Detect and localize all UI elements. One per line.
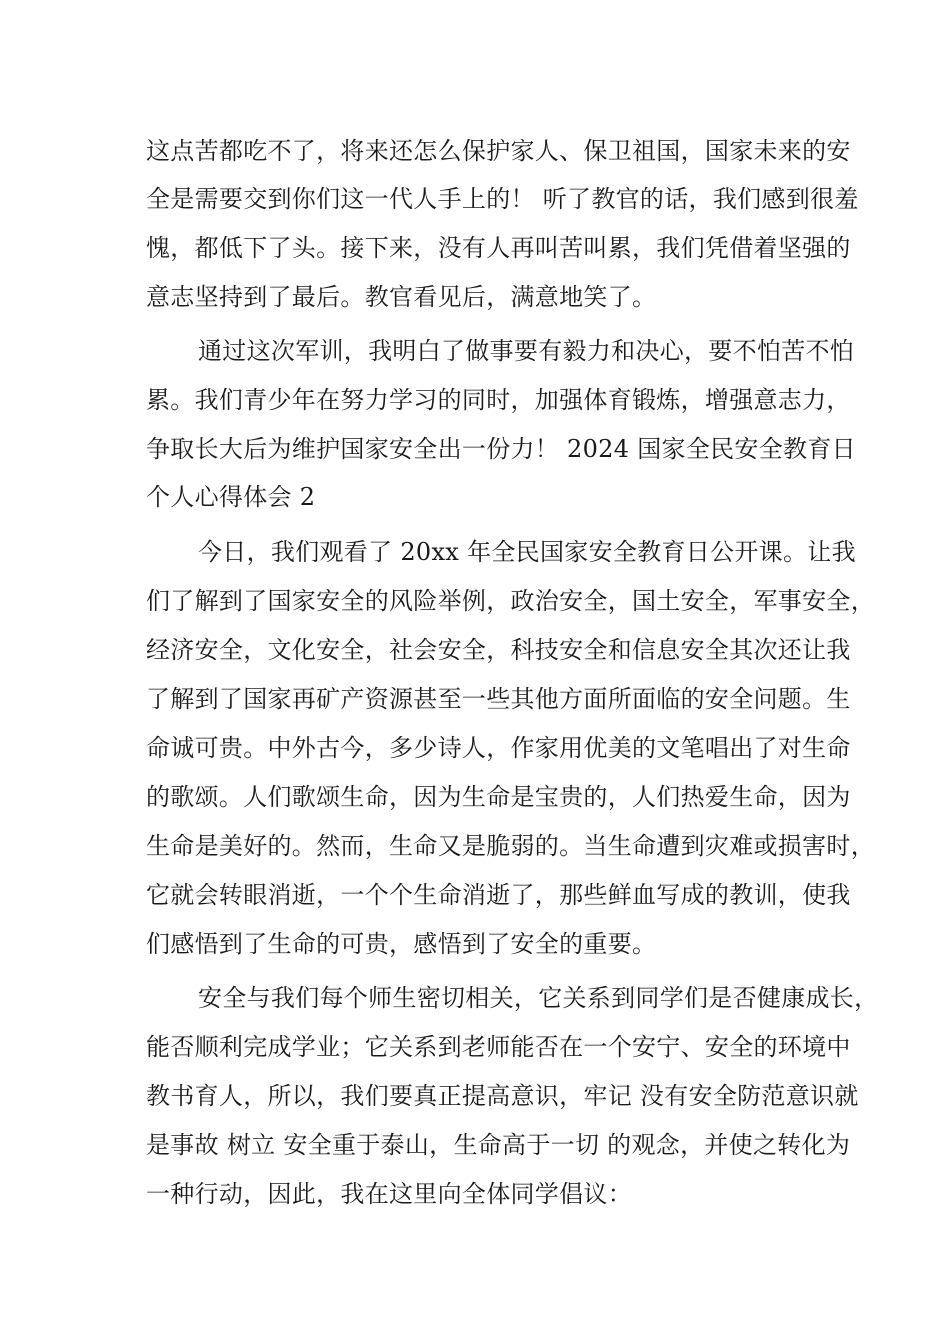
text-line: 争取长大后为维护国家安全出一份力！ 2024 国家全民安全教育日 — [146, 435, 856, 463]
text-line: 意志坚持到了最后。教官看见后，满意地笑了。 — [146, 283, 657, 311]
text-line: 经济安全，文化安全，社会安全，科技安全和信息安全其次还让我 — [146, 636, 851, 664]
text-line: 全是需要交到你们这一代人手上的！ 听了教官的话，我们感到很羞 — [146, 185, 859, 213]
text-line: 教书育人，所以，我们要真正提高意识，牢记 没有安全防范意识就 — [146, 1082, 859, 1110]
text-line: 了解到了国家再矿产资源甚至一些其他方面所面临的安全问题。生 — [146, 685, 851, 713]
text-line: 们感悟到了生命的可贵，感悟到了安全的重要。 — [146, 930, 657, 958]
text-line: 的歌颂。人们歌颂生命，因为生命是宝贵的，人们热爱生命，因为 — [146, 783, 851, 811]
text-line: 是事故 树立 安全重于泰山，生命高于一切 的观念，并使之转化为 — [146, 1131, 851, 1159]
paragraph-first-line: 安全与我们每个师生密切相关，它关系到同学们是否健康成长， — [198, 984, 879, 1012]
paragraph-first-line: 今日，我们观看了 20xx 年全民国家安全教育日公开课。让我 — [198, 538, 856, 566]
text-line: 这点苦都吃不了，将来还怎么保护家人、保卫祖国，国家未来的安 — [146, 137, 851, 165]
text-line: 一种行动，因此，我在这里向全体同学倡议： — [146, 1180, 632, 1208]
text-line: 们了解到了国家安全的风险举例，政治安全，国土安全，军事安全， — [146, 587, 875, 615]
text-line: 累。我们青少年在努力学习的同时，加强体育锻炼，增强意志力， — [146, 386, 851, 414]
text-line: 命诚可贵。中外古今，多少诗人，作家用优美的文笔唱出了对生命 — [146, 734, 851, 762]
text-line: 个人心得体会 2 — [146, 483, 316, 511]
paragraph-first-line: 通过这次军训，我明白了做事要有毅力和决心，要不怕苦不怕 — [198, 337, 855, 365]
text-line: 愧，都低下了头。接下来，没有人再叫苦叫累，我们凭借着坚强的 — [146, 234, 851, 262]
text-line: 它就会转眼消逝，一个个生命消逝了，那些鲜血写成的教训，使我 — [146, 881, 851, 909]
text-line: 能否顺利完成学业；它关系到老师能否在一个安宁、安全的环境中 — [146, 1033, 851, 1061]
text-line: 生命是美好的。然而，生命又是脆弱的。当生命遭到灾难或损害时， — [146, 832, 875, 860]
